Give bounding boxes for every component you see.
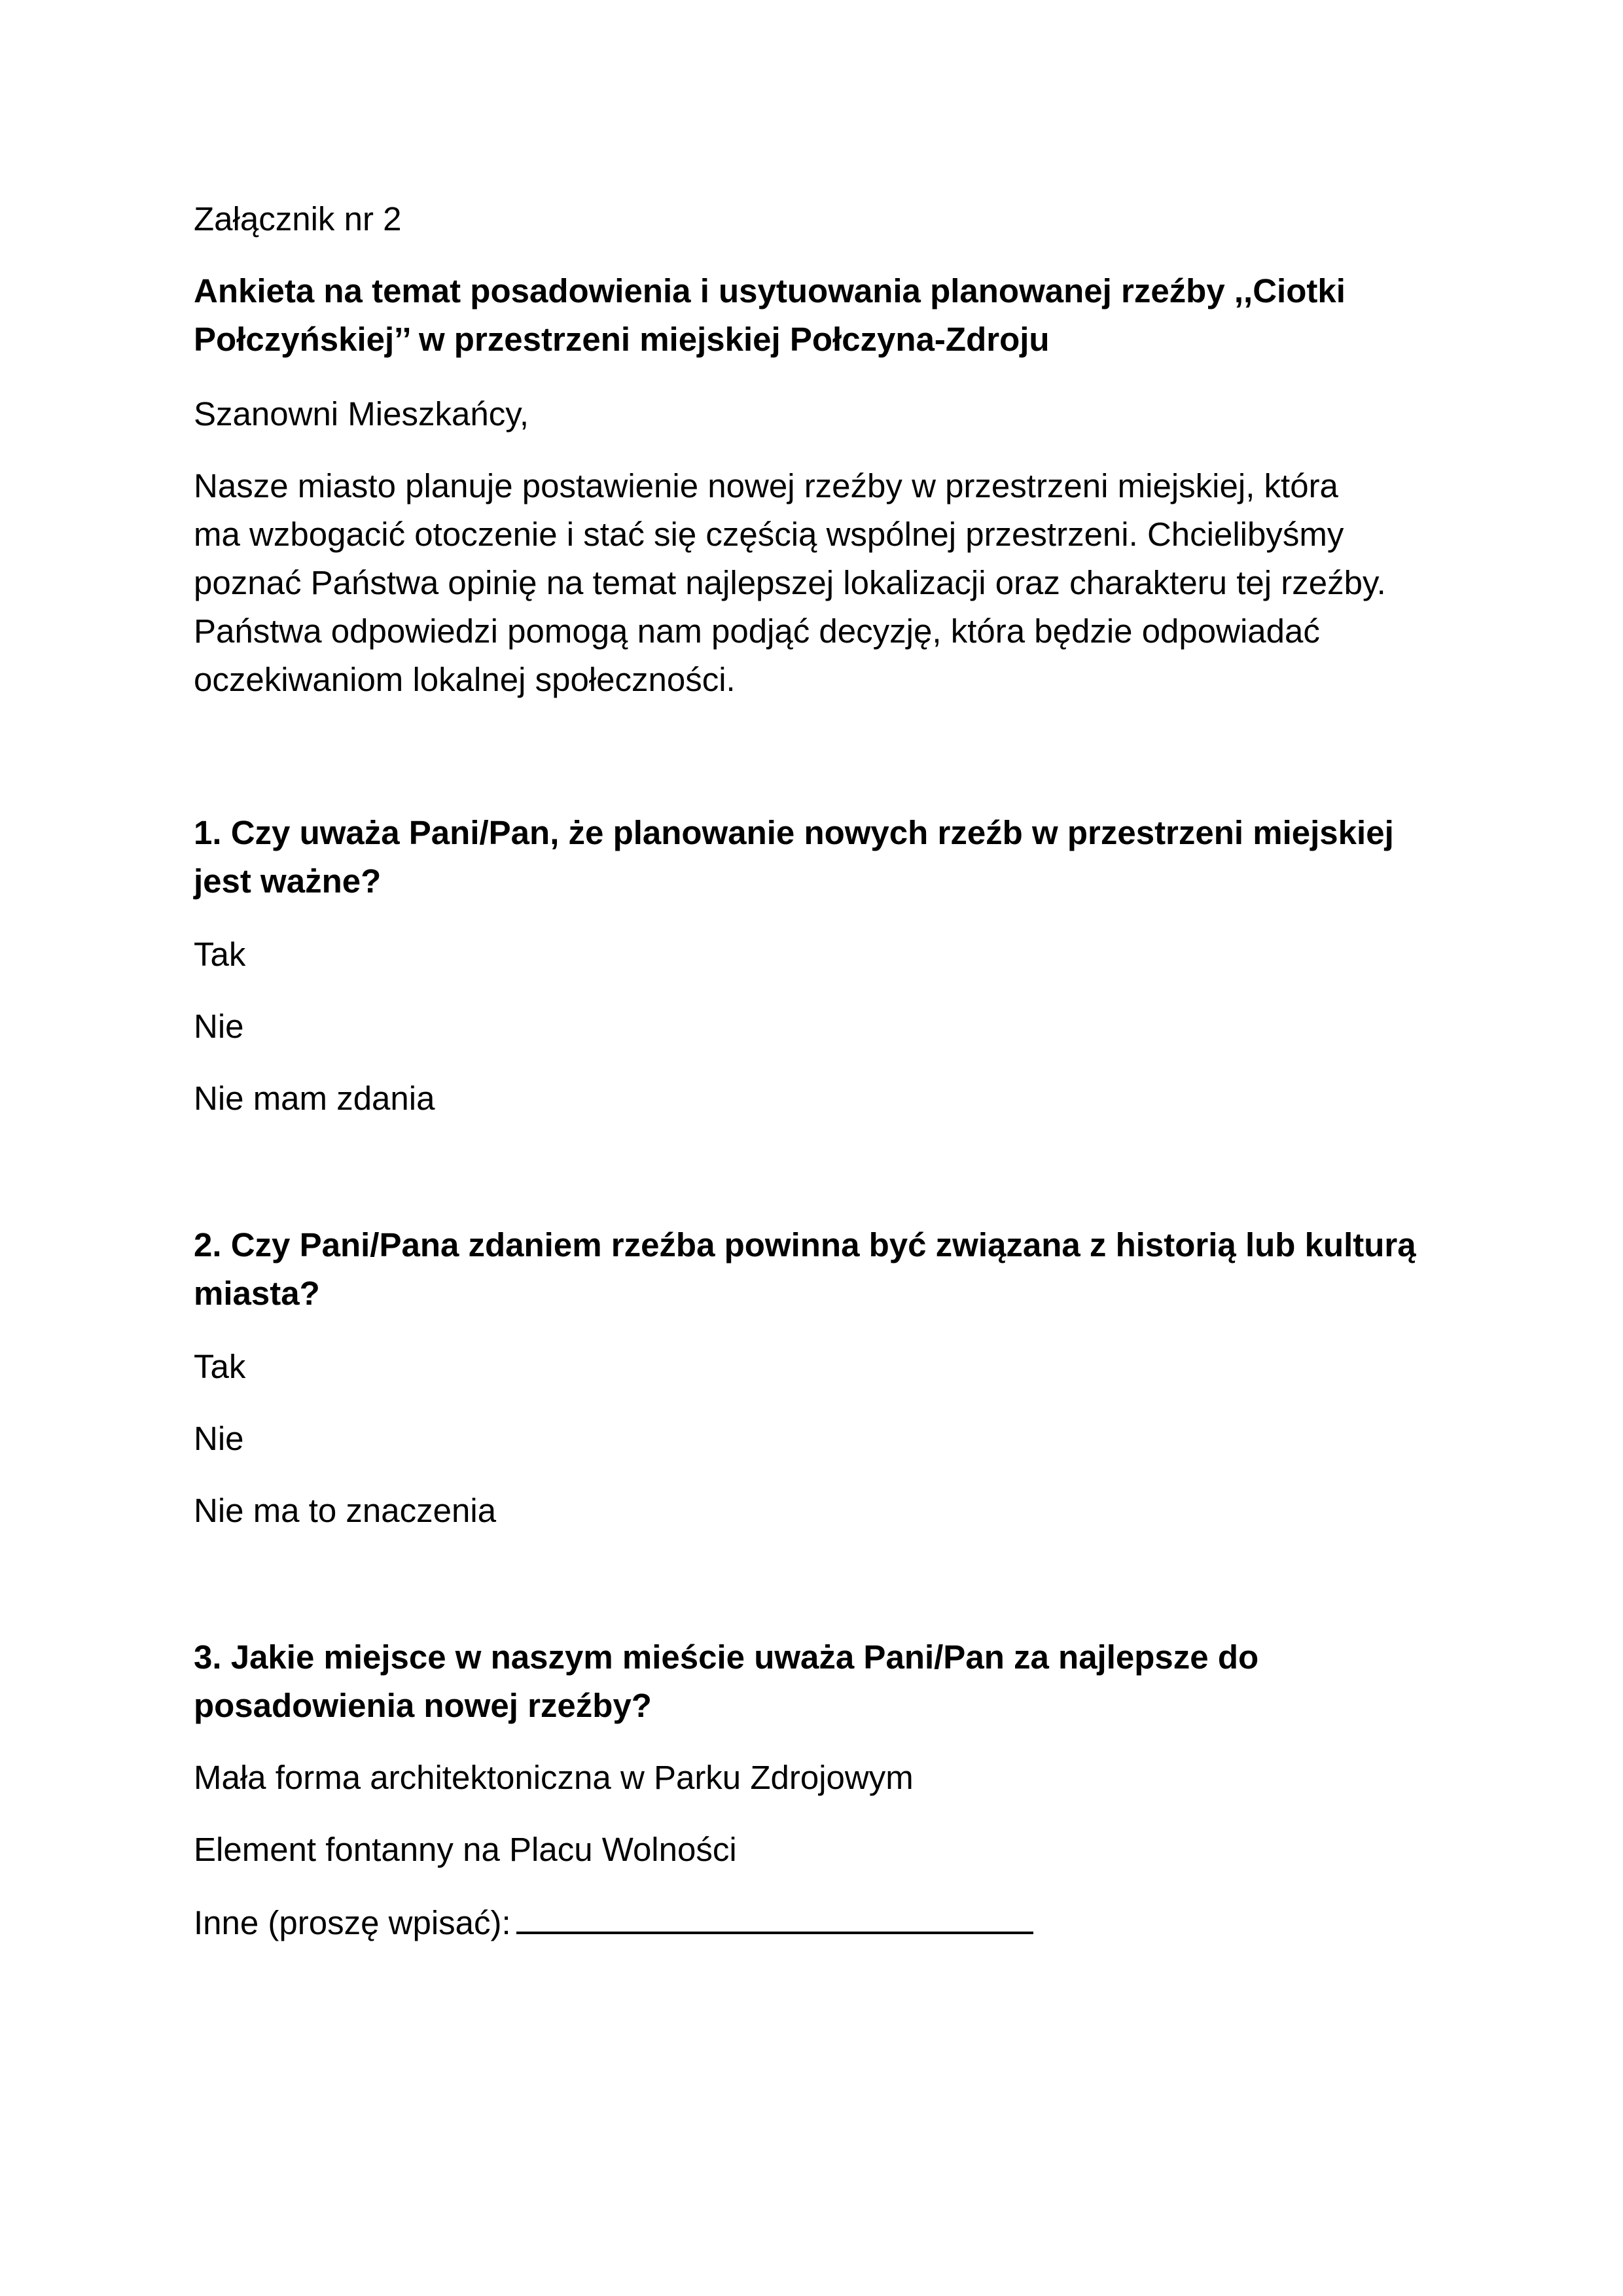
intro-line: oczekiwaniom lokalnej społeczności. bbox=[194, 661, 736, 698]
other-option bbox=[194, 1898, 1033, 1947]
intro-line: Nasze miasto planuje postawienie nowej rzeźby w przestrzeni miejskiej, która bbox=[194, 467, 1338, 504]
question-heading-line: posadowienia nowej rzeźby? bbox=[194, 1687, 652, 1724]
intro-paragraph bbox=[194, 462, 1386, 704]
question-heading-line: 1. Czy uważa Pani/Pan, że planowanie nowych rzeźb w przestrzeni miejskiej bbox=[194, 814, 1394, 851]
answer-option[interactable]: Element fontanny na Placu Wolności bbox=[194, 1831, 737, 1868]
survey-title bbox=[194, 267, 1346, 364]
answer-option[interactable]: Tak bbox=[194, 1348, 246, 1385]
intro-line: ma wzbogacić otoczenie i stać się częścią wspólnej przestrzeni. Chcielibyśmy bbox=[194, 516, 1344, 553]
attachment-label: Załącznik nr 2 bbox=[194, 200, 402, 238]
greeting: Szanowni Mieszkańcy, bbox=[194, 395, 529, 433]
question-1-options bbox=[194, 930, 435, 1146]
question-2-heading bbox=[194, 1221, 1416, 1318]
question-heading-line: 3. Jakie miejsce w naszym mieście uważa Pani/Pan za najlepsze do bbox=[194, 1638, 1259, 1676]
intro-line: poznać Państwa opinię na temat najlepszej lokalizacji oraz charakteru tej rzeźby. bbox=[194, 564, 1386, 601]
answer-option[interactable]: Nie mam zdania bbox=[194, 1080, 435, 1117]
answer-option[interactable]: Tak bbox=[194, 936, 246, 973]
answer-option[interactable]: Nie ma to znaczenia bbox=[194, 1492, 497, 1529]
question-2-options bbox=[194, 1343, 496, 1559]
answer-option[interactable]: Nie bbox=[194, 1008, 244, 1045]
survey-title-line: Ankieta na temat posadowienia i usytuowania planowanej rzeźby ,,Ciotki bbox=[194, 272, 1346, 309]
intro-line: Państwa odpowiedzi pomogą nam podjąć decyzję, która będzie odpowiadać bbox=[194, 612, 1320, 650]
question-heading-line: jest ważne? bbox=[194, 862, 382, 900]
question-3-heading bbox=[194, 1633, 1258, 1730]
answer-option[interactable]: Mała forma architektoniczna w Parku Zdrojowym bbox=[194, 1759, 914, 1796]
question-3-options bbox=[194, 1754, 1033, 1971]
other-option-label: Inne (proszę wpisać): bbox=[194, 1904, 511, 1941]
question-heading-line: 2. Czy Pani/Pana zdaniem rzeźba powinna być związana z historią lub kulturą bbox=[194, 1226, 1416, 1263]
other-answer-blank-line[interactable] bbox=[516, 1898, 1033, 1934]
answer-option[interactable]: Nie bbox=[194, 1420, 244, 1457]
question-1-heading bbox=[194, 809, 1394, 906]
survey-title-line: Połczyńskiej’’ w przestrzeni miejskiej Połczyna-Zdroju bbox=[194, 321, 1050, 358]
question-heading-line: miasta? bbox=[194, 1275, 320, 1312]
